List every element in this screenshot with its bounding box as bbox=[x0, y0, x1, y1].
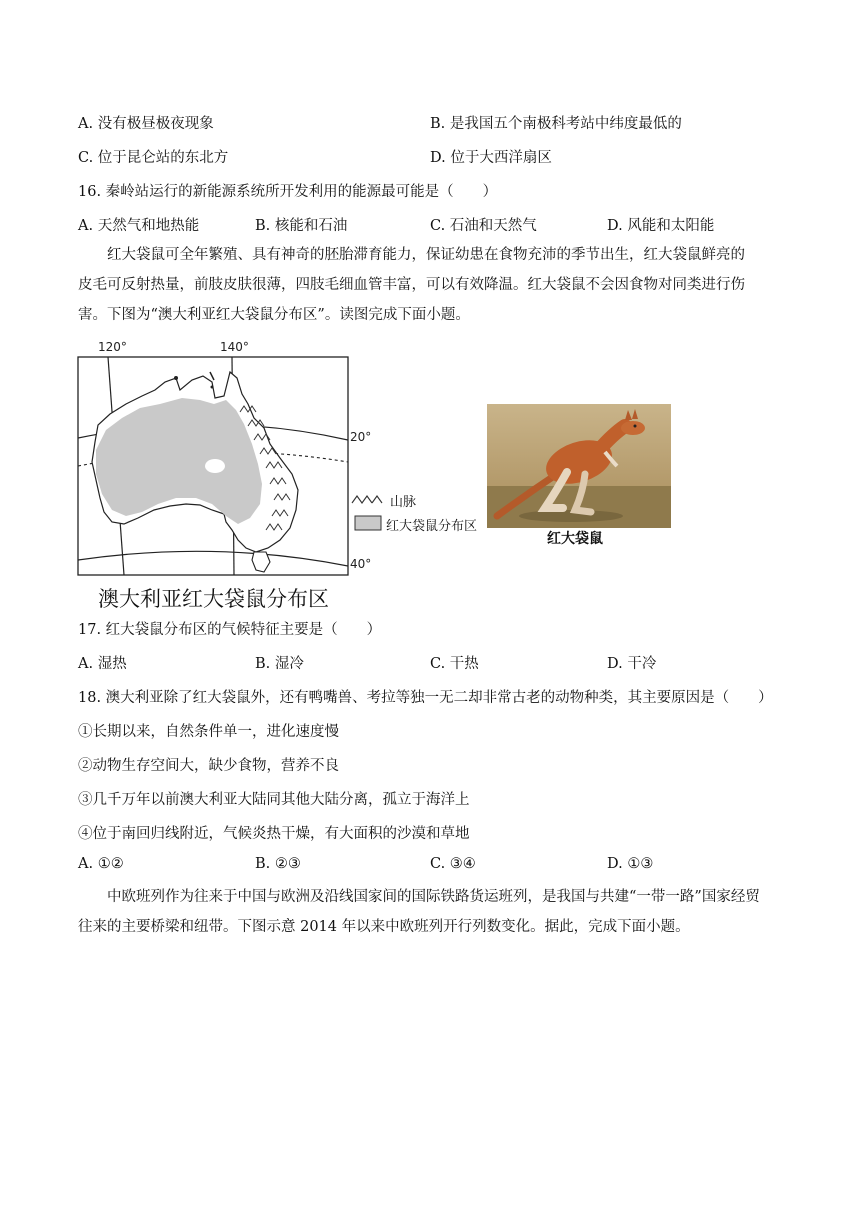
legend-range-label: 红大袋鼠分布区 bbox=[386, 519, 478, 534]
q17-option-b: B. 湿冷 bbox=[255, 656, 304, 672]
q16-stem: 16. 秦岭站运行的新能源系统所开发利用的能源最可能是（ ） bbox=[78, 184, 498, 200]
q15-option-b: B. 是我国五个南极科考站中纬度最低的 bbox=[430, 116, 682, 132]
q17-stem: 17. 红大袋鼠分布区的气候特征主要是（ ） bbox=[78, 622, 382, 638]
q18-option-b: B. ②③ bbox=[255, 856, 301, 872]
q18-option-c: C. ③④ bbox=[430, 856, 476, 872]
map-lat-20-label: 20° bbox=[350, 430, 372, 444]
q18-statement-4: ④位于南回归线附近，气候炎热干燥，有大面积的沙漠和草地 bbox=[78, 826, 470, 842]
q18-statement-1: ①长期以来，自然条件单一，进化速度慢 bbox=[78, 724, 339, 740]
q18-stem: 18. 澳大利亚除了红大袋鼠外，还有鸭嘴兽、考拉等独一无二却非常古老的动物种类，其主要原因是（ ） bbox=[78, 690, 773, 706]
legend-mountain-icon bbox=[352, 496, 382, 503]
photo-caption: 红大袋鼠 bbox=[547, 531, 603, 547]
map-lat-40-label: 40° bbox=[350, 557, 372, 571]
passage-kangaroo-line2: 皮毛可反射热量，前肢皮肤很薄，四肢毛细血管丰富，可以有效降温。红大袋鼠不会因食物对同类进行伤 bbox=[78, 277, 745, 293]
q18-option-d: D. ①③ bbox=[607, 856, 654, 872]
q16-option-c: C. 石油和天然气 bbox=[430, 218, 537, 234]
q17-option-a: A. 湿热 bbox=[78, 656, 127, 672]
passage-kangaroo-line1: 红大袋鼠可全年繁殖、具有神奇的胚胎滞育能力，保证幼患在食物充沛的季节出生，红大袋鼠鲜亮的 bbox=[107, 247, 745, 263]
q18-statement-3: ③几千万年以前澳大利亚大陆同其他大陆分离，孤立于海洋上 bbox=[78, 792, 470, 808]
legend-range-swatch bbox=[355, 516, 381, 530]
q16-option-b: B. 核能和石油 bbox=[255, 218, 348, 234]
map-lon-120-label: 120° bbox=[98, 340, 127, 354]
q15-option-c: C. 位于昆仑站的东北方 bbox=[78, 150, 229, 166]
q15-option-a: A. 没有极昼极夜现象 bbox=[78, 116, 214, 132]
q18-option-a: A. ①② bbox=[78, 856, 124, 872]
legend-mountain-label: 山脉 bbox=[390, 495, 417, 510]
passage-china-europe-railway bbox=[78, 882, 784, 942]
passage-railway-line2: 往来的主要桥梁和纽带。下图示意 2014 年以来中欧班列开行列数变化。据此，完成下面小题。 bbox=[78, 919, 690, 935]
q17-option-c: C. 干热 bbox=[430, 656, 479, 672]
q15-option-d: D. 位于大西洋扇区 bbox=[430, 150, 552, 166]
q16-option-d: D. 风能和太阳能 bbox=[607, 218, 715, 234]
red-kangaroo-photo bbox=[487, 404, 671, 528]
q16-option-a: A. 天然气和地热能 bbox=[78, 218, 200, 234]
q17-option-d: D. 干冷 bbox=[607, 656, 657, 672]
passage-kangaroo-line3: 害。下图为“澳大利亚红大袋鼠分布区”。读图完成下面小题。 bbox=[78, 307, 470, 323]
passage-railway-line1: 中欧班列作为往来于中国与欧洲及沿线国家间的国际铁路货运班列，是我国与共建“一带一路”国家经贸 bbox=[107, 889, 760, 905]
map-lon-140-label: 140° bbox=[220, 340, 249, 354]
q18-statement-2: ②动物生存空间大，缺少食物，营养不良 bbox=[78, 758, 339, 774]
map-title: 澳大利亚红大袋鼠分布区 bbox=[98, 587, 329, 611]
